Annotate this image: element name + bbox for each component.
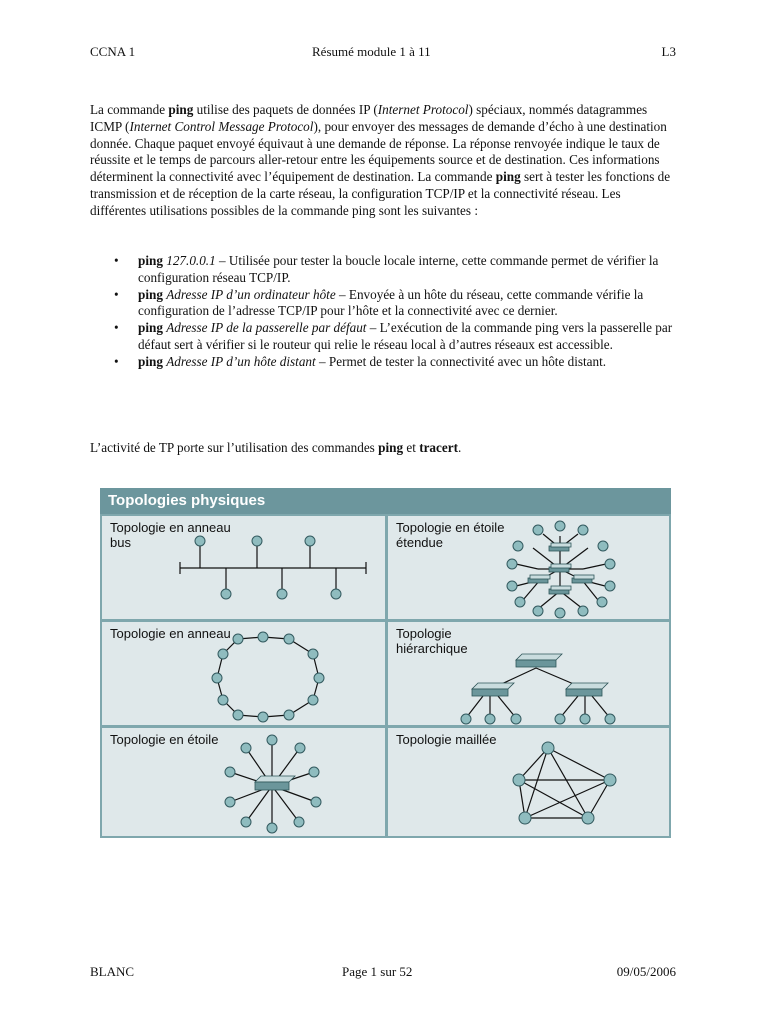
page-footer xyxy=(90,964,676,982)
page-header xyxy=(90,44,676,62)
label-ring-topology: Topologie en anneau xyxy=(110,626,231,641)
label-hierarchical-topology: Topologie hiérarchique xyxy=(396,626,468,656)
cell-star-topology xyxy=(102,728,385,836)
hierarchical-topology-diagram xyxy=(388,622,669,725)
switch-icon xyxy=(255,776,295,790)
header-center: Résumé module 1 à 11 xyxy=(312,44,431,59)
cell-mesh-topology xyxy=(388,728,669,836)
ping-usage-list xyxy=(90,253,676,371)
mesh-topology-diagram xyxy=(388,728,669,836)
label-bus-topology: Topologie en anneau bus xyxy=(110,520,231,550)
cell-hierarchical-topology xyxy=(388,622,669,725)
cell-bus-topology xyxy=(102,516,385,619)
list-item: • ping Adresse IP d’un hôte distant – Permet de tester la connectivité avec un hôte distant. xyxy=(90,354,676,371)
footer-page-number: Page 1 sur 52 xyxy=(342,964,413,979)
figure-title: Topologies physiques xyxy=(108,492,266,509)
label-extended-star-topology: Topologie en étoile étendue xyxy=(396,520,505,550)
label-star-topology: Topologie en étoile xyxy=(110,732,219,747)
footer-date: 09/05/2006 xyxy=(616,964,676,979)
star-topology-diagram xyxy=(102,728,385,836)
label-mesh-topology: Topologie maillée xyxy=(396,732,497,747)
topologies-figure xyxy=(100,488,671,838)
header-left: CCNA 1 xyxy=(90,44,136,59)
bus-topology-diagram xyxy=(102,516,385,619)
cell-extended-star-topology xyxy=(388,516,669,619)
cell-ring-topology xyxy=(102,622,385,725)
paragraph-ping-intro: La commande ping utilise des paquets de données IP (Internet Protocol) spéciaux, nommés datagrammes ICMP (Internet Control Message Protocol), pour envoyer des messages de demande d’écho à une destination donnée. Chaque paquet envoyé équivaut à une demande de réponse. La réponse renvoyée indique le taux de réussite et le temps de parcours aller-retour entre les équipements source et de destination. Ces informations déterminent la connectivité avec l’équipement de destination. La commande ping sert à tester les fonctions de transmission et de réception de la carte réseau, la configuration TCP/IP et la connectivité réseau. Les différentes utilisations possibles de la commande ping sont les suivantes : xyxy=(90,102,671,218)
paragraph-tp-activity: L’activité de TP porte sur l’utilisation des commandes ping et tracert. xyxy=(90,440,462,455)
footer-left: BLANC xyxy=(90,964,135,979)
extended-star-topology-diagram xyxy=(388,516,669,619)
list-item: • ping Adresse IP de la passerelle par défaut – L’exécution de la commande ping vers la passerelle par défaut sert à vérifier si le routeur qui relie le réseau local à d’autres réseaux est accessible. xyxy=(90,320,676,354)
switch-icon xyxy=(472,654,608,696)
list-item: • ping Adresse IP d’un ordinateur hôte – Envoyée à un hôte du réseau, cette commande vérifie la configuration de l’adresse TCP/IP pour l’hôte et la connectivité avec ce dernier. xyxy=(90,287,676,321)
list-item: • ping 127.0.0.1 – Utilisée pour tester la boucle locale interne, cette commande permet de vérifier la configuration réseau TCP/IP. xyxy=(90,253,676,287)
ring-topology-diagram xyxy=(102,622,385,725)
figure-title-bar xyxy=(100,488,671,514)
header-right: L3 xyxy=(661,44,676,59)
